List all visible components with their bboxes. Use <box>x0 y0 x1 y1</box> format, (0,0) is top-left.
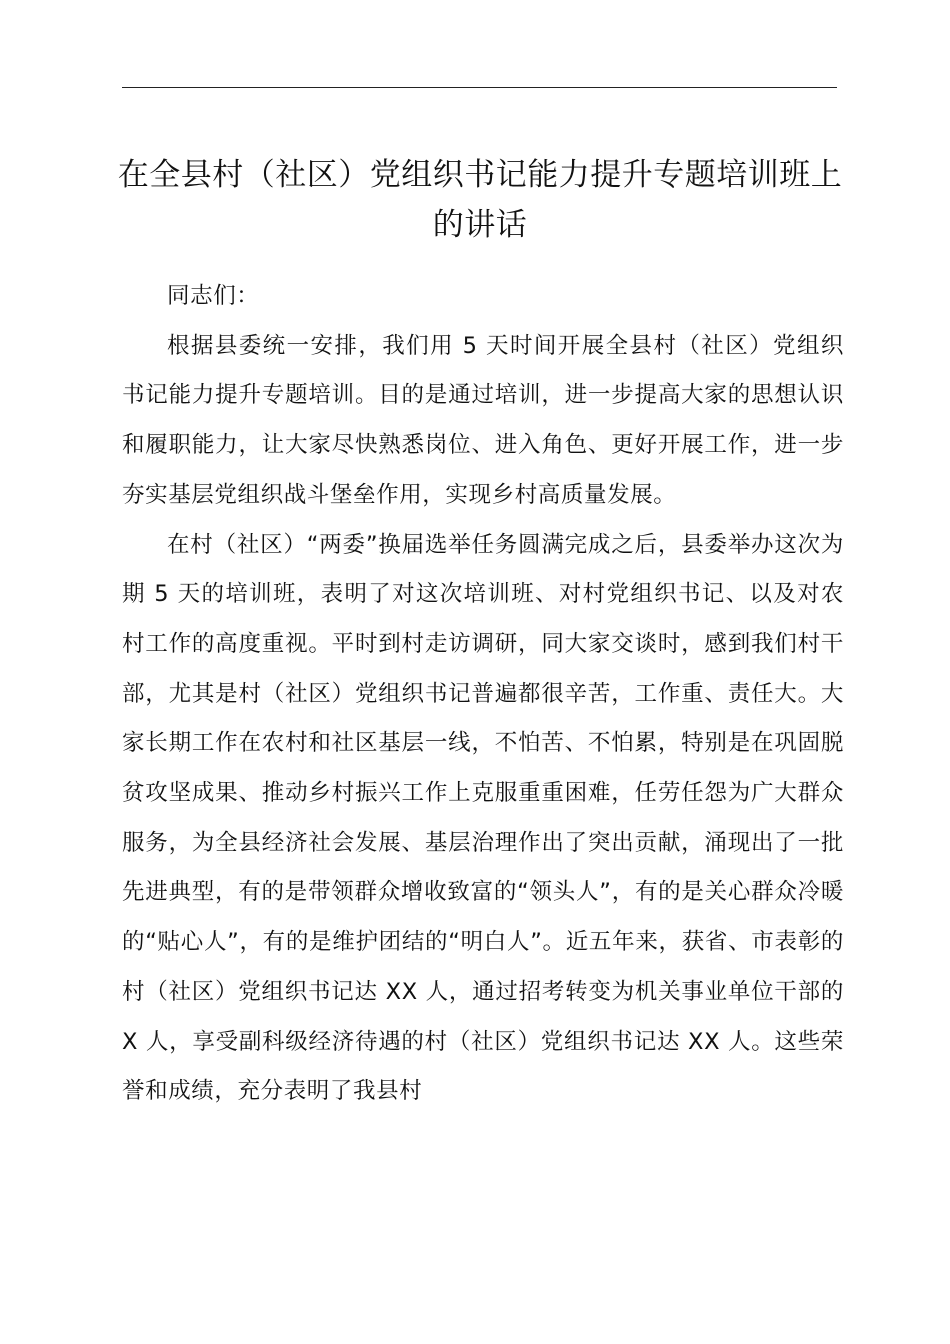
document-title: 在全县村（社区）党组织书记能力提升专题培训班上的讲话 <box>117 157 843 243</box>
header-rule <box>122 87 837 88</box>
document-body <box>122 272 844 1117</box>
paragraph-1: 根据县委统一安排，我们用 5 天时间开展全县村（社区）党组织书记能力提升专题培训。目的是通过培训，进一步提高大家的思想认识和履职能力，让大家尽快熟悉岗位、进入角色、更好开展工作，进一步夯实基层党组织战斗堡垒作用，实现乡村高质量发展。 <box>122 332 844 508</box>
paragraph-2: 在村（社区）“两委”换届选举任务圆满完成之后，县委举办这次为期 5 天的培训班，表明了对这次培训班、对村党组织书记、以及对农村工作的高度重视。平时到村走访调研，同大家交谈时，感到我们村干部，尤其是村（社区）党组织书记普遍都很辛苦，工作重、责任大。大家长期工作在农村和社区基层一线，不怕苦、不怕累，特别是在巩固脱贫攻坚成果、推动乡村振兴工作上克服重重困难，任劳任怨为广大群众服务，为全县经济社会发展、基层治理作出了突出贡献，涌现出了一批先进典型，有的是带领群众增收致富的“领头人”，有的是关心群众冷暖的“贴心人”，有的是维护团结的“明白人”。近五年来，获省、市表彰的村（社区）党组织书记达 XX 人，通过招考转变为机关事业单位干部的 X 人，享受副科级经济待遇的村（社区）党组织书记达 XX 人。这些荣誉和成绩，充分表明了我县村 <box>122 531 844 1105</box>
salutation: 同志们： <box>167 283 260 309</box>
